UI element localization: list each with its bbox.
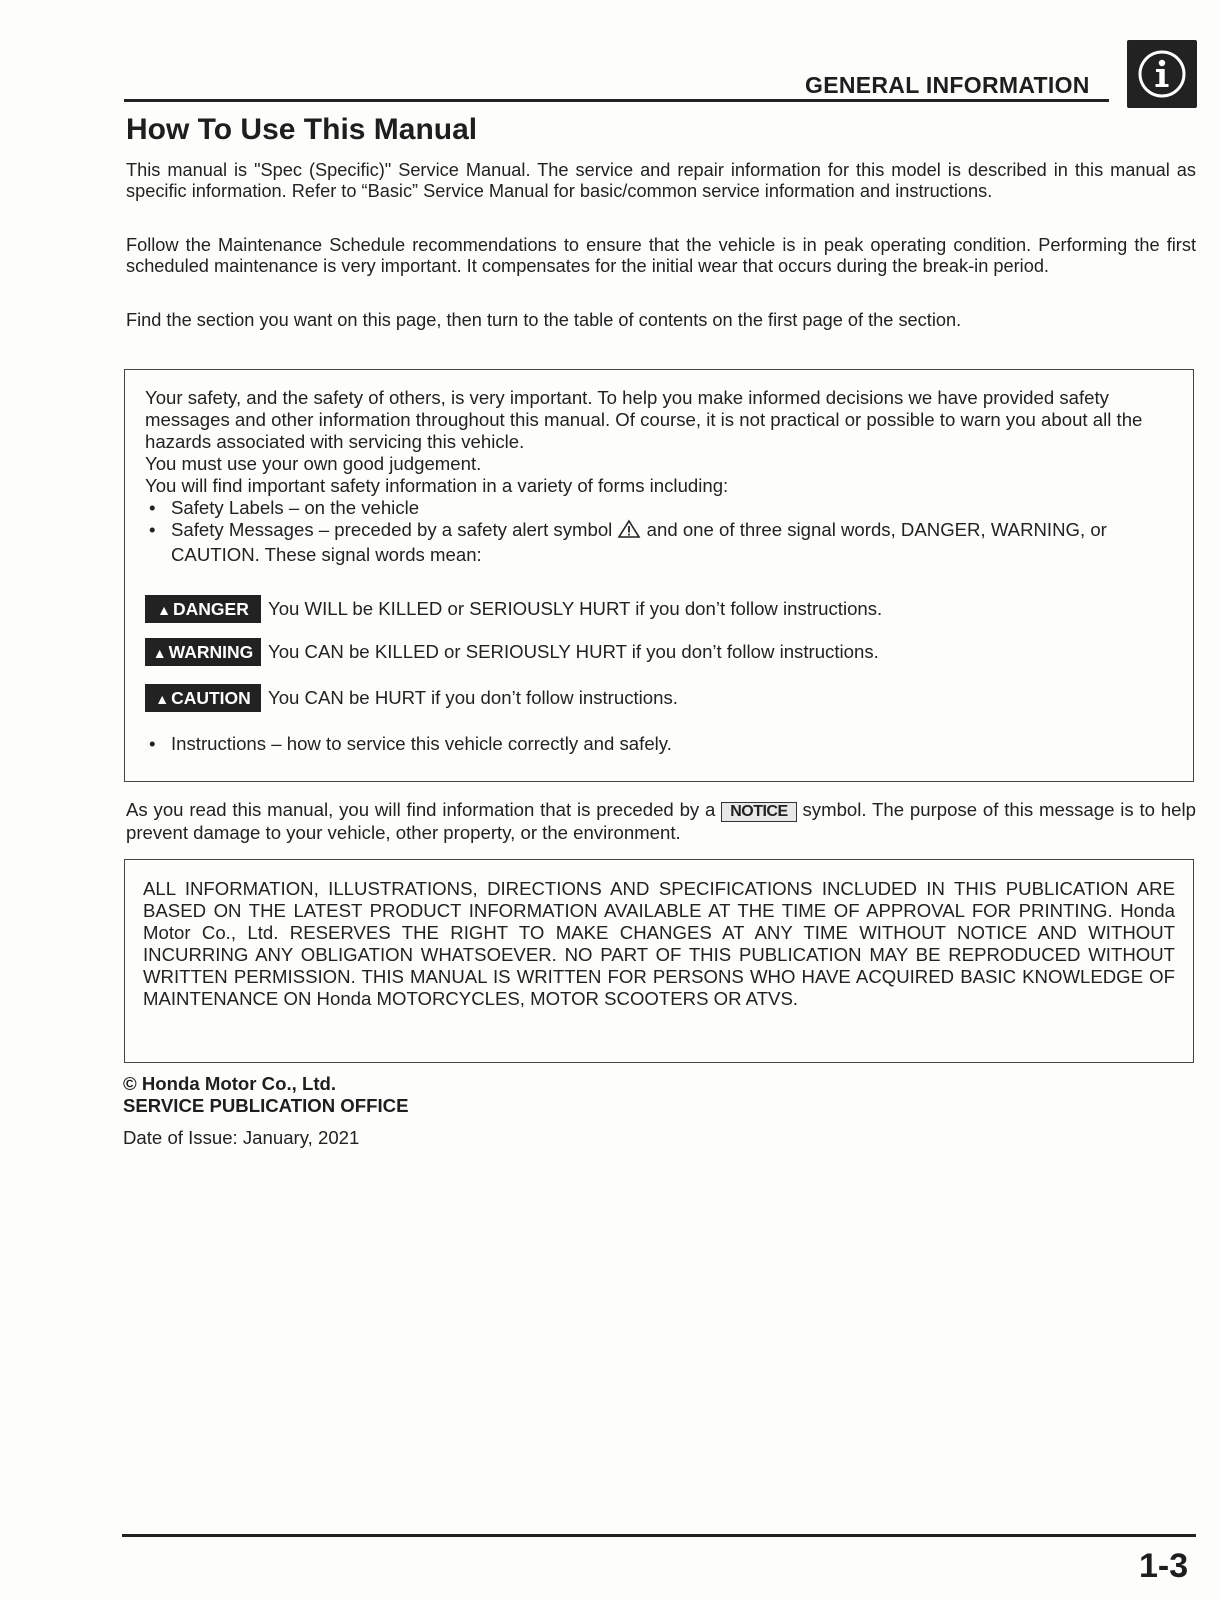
publication-office: SERVICE PUBLICATION OFFICE [123, 1095, 409, 1116]
safety-instructions [145, 733, 1175, 755]
alert-triangle-icon: ▲ [157, 602, 171, 618]
safety-alert-icon [617, 519, 641, 544]
safety-bullet-messages [145, 519, 1175, 566]
danger-label: ▲ DANGER [145, 595, 261, 623]
signal-row-caution [145, 684, 678, 712]
safety-bullet-instructions: • Instructions – how to service this vehicle correctly and safely. [145, 733, 1175, 755]
alert-triangle-icon: ▲ [152, 645, 167, 661]
notice-post: symbol. The purpose of this message is to help prevent damage to your vehicle, other property, or the environment. [126, 799, 1196, 843]
intro-paragraph-1: This manual is "Spec (Specific)" Service Manual. The service and repair information for this model is described in this manual as specific information. Refer to “Basic” Service Manual for basic/common service information and instructions. [126, 160, 1196, 201]
danger-text: You WILL be KILLED or SERIOUSLY HURT if you don’t follow instructions. [268, 598, 883, 619]
warning-text: You CAN be KILLED or SERIOUSLY HURT if you don’t follow instructions. [268, 641, 879, 662]
intro-paragraph-2: Follow the Maintenance Schedule recommendations to ensure that the vehicle is in peak operating condition. Performing the first scheduled maintenance is very important. It compensates for the initial wear that occurs during the break-in period. [126, 235, 1196, 276]
caution-label: ▲ CAUTION [145, 684, 261, 712]
page-number: 1-3 [1139, 1547, 1189, 1585]
section-title: GENERAL INFORMATION [805, 72, 1090, 98]
safety-paragraph-2: You must use your own good judgement. [145, 453, 482, 474]
safety-bullet-messages-post: and one of three signal words, DANGER, WARNING, or CAUTION. These signal words mean: [171, 519, 1107, 565]
caution-text: You CAN be HURT if you don’t follow instructions. [268, 687, 678, 708]
safety-bullet-labels: • Safety Labels – on the vehicle [145, 497, 1175, 519]
disclaimer-text: ALL INFORMATION, ILLUSTRATIONS, DIRECTIONS AND SPECIFICATIONS INCLUDED IN THIS PUBLICATION ARE BASED ON THE LATEST PRODUCT INFORMATION AVAILABLE AT THE TIME OF APPROVAL FOR PRINTING. Honda Motor Co., Ltd. RESERVES THE RIGHT TO MAKE CHANGES AT ANY TIME WITHOUT NOTICE AND WITHOUT INCURRING ANY OBLIGATION WHATSOEVER. NO PART OF THIS PUBLICATION MAY BE REPRODUCED WITHOUT WRITTEN PERMISSION. THIS MANUAL IS WRITTEN FOR PERSONS WHO HAVE ACQUIRED BASIC KNOWLEDGE OF MAINTENANCE ON Honda MOTORCYCLES, MOTOR SCOOTERS OR ATVS. [143, 878, 1175, 1009]
copyright-line: © Honda Motor Co., Ltd. [123, 1073, 337, 1094]
signal-row-warning [145, 638, 879, 666]
info-icon [1127, 40, 1197, 108]
signal-row-danger [145, 595, 882, 623]
alert-triangle-icon: ▲ [155, 691, 170, 707]
safety-text [145, 387, 1175, 566]
warning-label: ▲ WARNING [145, 638, 261, 666]
notice-symbol: NOTICE [721, 802, 796, 822]
footer-rule [122, 1534, 1196, 1537]
safety-paragraph-3: You will find important safety information in a variety of forms including: [145, 475, 729, 496]
issue-date: Date of Issue: January, 2021 [123, 1127, 360, 1148]
safety-paragraph-1: Your safety, and the safety of others, is very important. To help you make informed decisions we have provided safety messages and other information throughout this manual. Of course, it is not practical or possible to warn you about all the hazards associated with servicing this vehicle. [145, 387, 1143, 452]
header-rule [124, 99, 1109, 102]
intro-paragraph-3: Find the section you want on this page, then turn to the table of contents on the first page of the section. [126, 310, 962, 330]
safety-bullet-messages-pre: Safety Messages – preceded by a safety alert symbol [171, 519, 613, 540]
page-title: How To Use This Manual [126, 113, 478, 146]
notice-pre: As you read this manual, you will find information that is preceded by a [126, 799, 716, 820]
notice-paragraph [126, 799, 1196, 844]
publisher-block [123, 1073, 408, 1117]
